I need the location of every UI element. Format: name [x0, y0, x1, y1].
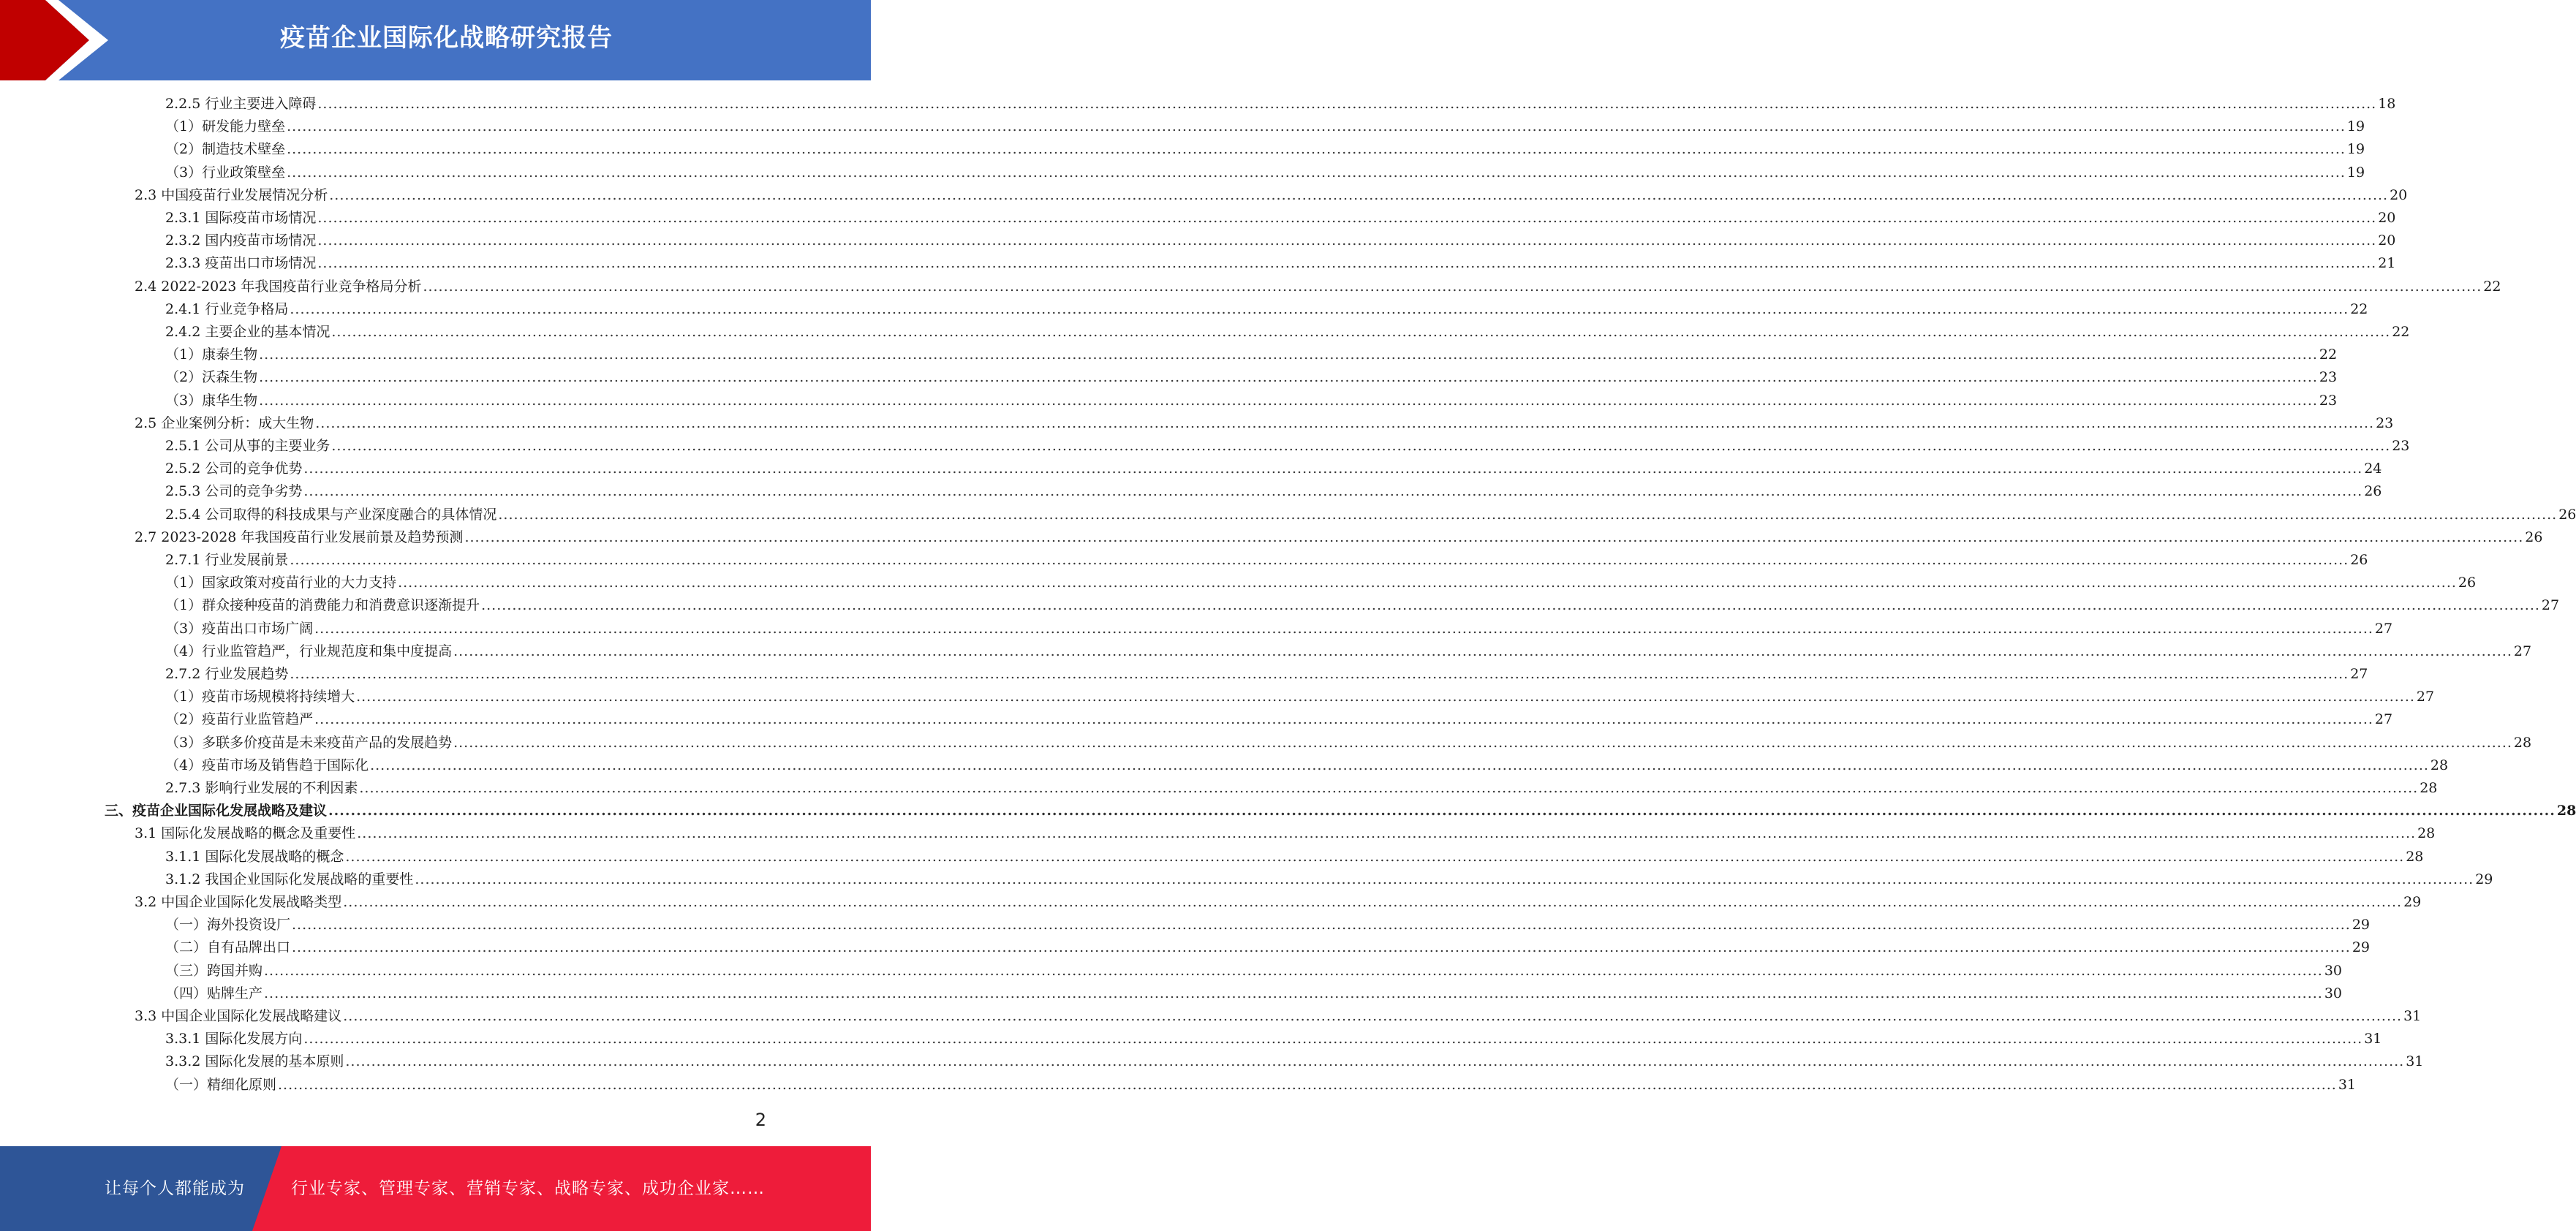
toc-leader-dots: ................................................................................................................................................................................................................................................................................................................................................................................................................ [314, 711, 2373, 728]
footer-slogan-right: 行业专家、管理专家、营销专家、战略专家、成功企业家…… [291, 1179, 765, 1198]
toc-entry-page: 19 [2346, 141, 2365, 158]
toc-entry-title: （4）疫苗市场及销售趋于国际化 [165, 757, 369, 773]
toc-entry-title: 3.3.1 国际化发展方向 [165, 1031, 303, 1048]
toc-entry-title: 3.1 国际化发展战略的概念及重要性 [135, 825, 356, 842]
toc-entry-title: 2.5.1 公司从事的主要业务 [165, 438, 331, 454]
toc-entry-title: （1）国家政策对疫苗行业的大力支持 [165, 575, 397, 591]
toc-entry-page: 28 [2430, 757, 2449, 773]
toc-entry-page: 20 [2378, 232, 2396, 249]
toc-leader-dots: ................................................................................................................................................................................................................................................................................................................................................................................................................ [464, 529, 2524, 545]
toc-entry-page: 22 [2392, 324, 2410, 340]
toc-entry-page: 27 [2416, 689, 2435, 705]
toc-entry-page: 27 [2374, 711, 2393, 728]
toc-entry[interactable] [165, 230, 2396, 252]
toc-entry-title: 2.4 2022-2023 年我国疫苗行业竞争格局分析 [135, 278, 422, 295]
toc-entry-page: 30 [2324, 985, 2343, 1001]
toc-entry-page: 26 [2364, 483, 2382, 500]
toc-leader-dots: ................................................................................................................................................................................................................................................................................................................................................................................................................ [356, 689, 2415, 705]
toc-entry-title: （4）行业监管趋严，行业规范度和集中度提高 [165, 643, 453, 659]
toc-entry[interactable] [165, 640, 2532, 663]
toc-entry-title: （2）疫苗行业监管趋严 [165, 711, 314, 728]
toc-entry[interactable] [135, 526, 2543, 549]
toc-leader-dots: ................................................................................................................................................................................................................................................................................................................................................................................................................ [287, 118, 2346, 135]
toc-leader-dots: ................................................................................................................................................................................................................................................................................................................................................................................................................ [345, 848, 2405, 865]
toc-leader-dots: ................................................................................................................................................................................................................................................................................................................................................................................................................ [328, 803, 2556, 819]
toc-leader-dots: ................................................................................................................................................................................................................................................................................................................................................................................................................ [359, 780, 2419, 796]
toc-entry[interactable] [135, 822, 2436, 845]
toc-entry-page: 29 [2352, 939, 2371, 956]
toc-entry-title: （2）制造技术壁垒 [165, 141, 286, 158]
toc-entry[interactable] [165, 298, 2368, 321]
toc-entry-title: （3）多联多价疫苗是未来疫苗产品的发展趋势 [165, 734, 453, 751]
toc-entry[interactable] [165, 618, 2393, 640]
toc-leader-dots: ................................................................................................................................................................................................................................................................................................................................................................................................................ [317, 255, 2377, 272]
toc-entry-title: 2.2.5 行业主要进入障碍 [165, 96, 317, 112]
toc-entry[interactable] [135, 276, 2501, 298]
toc-entry[interactable] [165, 732, 2532, 754]
toc-entry-title: 3.3 中国企业国际化发展战略建议 [135, 1008, 342, 1024]
toc-leader-dots: ................................................................................................................................................................................................................................................................................................................................................................................................................ [259, 369, 2318, 386]
toc-leader-dots: ................................................................................................................................................................................................................................................................................................................................................................................................................ [303, 461, 2363, 477]
toc-leader-dots: ................................................................................................................................................................................................................................................................................................................................................................................................................ [290, 666, 2349, 682]
toc-entry[interactable] [165, 708, 2393, 731]
toc-entry-title: （1）研发能力壁垒 [165, 118, 286, 135]
toc-entry-title: 2.5 企业案例分析：成大生物 [135, 414, 314, 431]
toc-entry-page: 30 [2324, 962, 2343, 979]
toc-entry-page: 29 [2352, 917, 2371, 933]
toc-leader-dots: ................................................................................................................................................................................................................................................................................................................................................................................................................ [331, 324, 2391, 340]
toc-entry-page: 22 [2350, 300, 2368, 317]
toc-entry[interactable] [165, 936, 2371, 959]
toc-entry-page: 22 [2483, 278, 2501, 295]
toc-entry[interactable] [165, 549, 2368, 572]
toc-entry-title: （3）疫苗出口市场广阔 [165, 620, 314, 637]
toc-entry-title: （3）行业政策壁垒 [165, 164, 286, 181]
toc-entry-page: 23 [2319, 392, 2338, 409]
toc-leader-dots: ................................................................................................................................................................................................................................................................................................................................................................................................................ [453, 643, 2512, 659]
toc-leader-dots: ................................................................................................................................................................................................................................................................................................................................................................................................................ [290, 300, 2349, 317]
toc-entry[interactable] [165, 480, 2382, 503]
toc-leader-dots: ................................................................................................................................................................................................................................................................................................................................................................................................................ [329, 186, 2389, 203]
toc-leader-dots: ................................................................................................................................................................................................................................................................................................................................................................................................................ [303, 483, 2363, 500]
toc-entry-page: 22 [2319, 346, 2338, 363]
toc-entry-title: （二）自有品牌出口 [165, 939, 291, 956]
page-number: 2 [755, 1110, 766, 1130]
toc-entry[interactable] [165, 321, 2410, 344]
toc-entry[interactable] [135, 891, 2422, 914]
toc-entry-page: 24 [2364, 461, 2382, 477]
toc-entry-page: 23 [2319, 369, 2338, 386]
toc-entry[interactable] [165, 914, 2371, 936]
toc-entry-title: （3）康华生物 [165, 392, 258, 409]
toc-entry-title: （三）跨国并购 [165, 962, 263, 979]
toc-entry-title: 3.2 中国企业国际化发展战略类型 [135, 894, 342, 910]
toc-leader-dots: ................................................................................................................................................................................................................................................................................................................................................................................................................ [423, 278, 2482, 295]
toc-entry[interactable] [165, 458, 2382, 480]
toc-entry-page: 27 [2541, 597, 2560, 614]
toc-leader-dots: ................................................................................................................................................................................................................................................................................................................................................................................................................ [317, 210, 2377, 226]
toc-entry-page: 31 [2406, 1053, 2424, 1070]
toc-entry-page: 19 [2346, 164, 2365, 181]
toc-entry[interactable] [165, 162, 2365, 184]
toc-entry-page: 31 [2403, 1008, 2422, 1024]
toc-entry-title: （1）康泰生物 [165, 346, 258, 363]
toc-entry[interactable] [165, 366, 2338, 389]
toc-entry[interactable] [165, 435, 2410, 458]
toc-entry[interactable] [165, 1050, 2424, 1073]
toc-leader-dots: ................................................................................................................................................................................................................................................................................................................................................................................................................ [303, 1031, 2363, 1048]
toc-leader-dots: ................................................................................................................................................................................................................................................................................................................................................................................................................ [357, 825, 2417, 842]
page-footer [0, 1146, 871, 1231]
toc-entry-page: 27 [2350, 666, 2368, 682]
toc-entry[interactable] [165, 252, 2396, 275]
toc-entry-page: 28 [2406, 848, 2424, 865]
toc-entry-page: 28 [2417, 825, 2436, 842]
toc-entry[interactable] [165, 572, 2477, 594]
toc-entry[interactable] [165, 390, 2338, 412]
toc-entry-title: （1）群众接种疫苗的消费能力和消费意识逐渐提升 [165, 597, 480, 614]
toc-entry-page: 27 [2374, 620, 2393, 637]
footer-slogan-left: 让每个人都能成为 [105, 1179, 245, 1198]
toc-entry-page: 26 [2525, 529, 2543, 545]
toc-entry[interactable] [165, 1074, 2357, 1096]
toc-entry[interactable] [165, 663, 2368, 686]
toc-leader-dots: ................................................................................................................................................................................................................................................................................................................................................................................................................ [287, 164, 2346, 181]
toc-entry[interactable] [165, 115, 2365, 138]
toc-entry[interactable] [165, 138, 2365, 161]
toc-entry-page: 31 [2338, 1076, 2357, 1093]
toc-entry[interactable] [165, 960, 2343, 982]
toc-entry-title: 2.7.2 行业发展趋势 [165, 666, 289, 682]
toc-entry-title: 2.7.1 行业发展前景 [165, 552, 289, 568]
toc-entry-page: 27 [2513, 643, 2532, 659]
toc-entry[interactable] [165, 868, 2493, 891]
toc-entry-page: 23 [2392, 438, 2410, 454]
toc-entry-page: 29 [2475, 871, 2493, 887]
toc-leader-dots: ................................................................................................................................................................................................................................................................................................................................................................................................................ [278, 1076, 2337, 1093]
toc-entry[interactable] [165, 777, 2438, 800]
toc-leader-dots: ................................................................................................................................................................................................................................................................................................................................................................................................................ [345, 1053, 2405, 1070]
toc-entry[interactable] [135, 184, 2408, 207]
toc-leader-dots: ................................................................................................................................................................................................................................................................................................................................................................................................................ [259, 346, 2318, 363]
toc-entry[interactable] [165, 982, 2343, 1005]
toc-entry-title: （2）沃森生物 [165, 369, 258, 386]
toc-entry-page: 20 [2378, 210, 2396, 226]
toc-leader-dots: ................................................................................................................................................................................................................................................................................................................................................................................................................ [343, 894, 2403, 910]
toc-entry-title: （一）海外投资设厂 [165, 917, 291, 933]
toc-leader-dots: ................................................................................................................................................................................................................................................................................................................................................................................................................ [343, 1008, 2403, 1024]
toc-entry-page: 28 [2556, 803, 2576, 819]
toc-entry-title: 2.5.2 公司的竞争优势 [165, 461, 303, 477]
toc-entry-page: 28 [2513, 734, 2532, 751]
toc-entry[interactable] [165, 754, 2449, 777]
toc-entry-page: 29 [2403, 894, 2422, 910]
toc-leader-dots: ................................................................................................................................................................................................................................................................................................................................................................................................................ [453, 734, 2512, 751]
page-header [0, 0, 871, 80]
toc-entry-page: 31 [2364, 1031, 2382, 1048]
toc-entry[interactable] [105, 800, 2576, 822]
toc-leader-dots: ................................................................................................................................................................................................................................................................................................................................................................................................................ [292, 917, 2351, 933]
toc-leader-dots: ................................................................................................................................................................................................................................................................................................................................................................................................................ [317, 96, 2377, 112]
toc-leader-dots: ................................................................................................................................................................................................................................................................................................................................................................................................................ [331, 438, 2391, 454]
toc-entry-title: （1）疫苗市场规模将持续增大 [165, 689, 355, 705]
toc-leader-dots: ................................................................................................................................................................................................................................................................................................................................................................................................................ [290, 552, 2349, 568]
toc-leader-dots: ................................................................................................................................................................................................................................................................................................................................................................................................................ [370, 757, 2429, 773]
toc-entry-title: 3.1.2 我国企业国际化发展战略的重要性 [165, 871, 414, 887]
toc-entry-title: 三、疫苗企业国际化发展战略及建议 [105, 803, 328, 819]
toc-entry-page: 21 [2378, 255, 2396, 272]
toc-entry[interactable] [135, 412, 2394, 435]
toc-entry[interactable] [165, 594, 2560, 617]
toc-entry-title: 3.1.1 国际化发展战略的概念 [165, 848, 344, 865]
toc-leader-dots: ................................................................................................................................................................................................................................................................................................................................................................................................................ [287, 141, 2346, 158]
toc-entry-title: （四）贴牌生产 [165, 985, 263, 1001]
toc-entry[interactable] [165, 207, 2396, 230]
toc-leader-dots: ................................................................................................................................................................................................................................................................................................................................................................................................................ [498, 506, 2558, 523]
toc-leader-dots: ................................................................................................................................................................................................................................................................................................................................................................................................................ [314, 620, 2373, 637]
toc-leader-dots: ................................................................................................................................................................................................................................................................................................................................................................................................................ [292, 939, 2351, 956]
toc-entry-title: 2.3.3 疫苗出口市场情况 [165, 255, 317, 272]
toc-entry-page: 23 [2376, 414, 2394, 431]
toc-entry-title: 2.5.4 公司取得的科技成果与产业深度融合的具体情况 [165, 506, 497, 523]
toc-leader-dots: ................................................................................................................................................................................................................................................................................................................................................................................................................ [264, 985, 2323, 1001]
toc-entry-page: 19 [2346, 118, 2365, 135]
toc-entry[interactable] [165, 504, 2576, 526]
report-title: 疫苗企业国际化战略研究报告 [280, 23, 613, 53]
toc-entry-page: 26 [2558, 506, 2576, 523]
toc-leader-dots: ................................................................................................................................................................................................................................................................................................................................................................................................................ [317, 232, 2377, 249]
toc-leader-dots: ................................................................................................................................................................................................................................................................................................................................................................................................................ [415, 871, 2474, 887]
toc-entry-title: 2.7 2023-2028 年我国疫苗行业发展前景及趋势预测 [135, 529, 464, 545]
toc-leader-dots: ................................................................................................................................................................................................................................................................................................................................................................................................................ [398, 575, 2457, 591]
toc-entry-title: 3.3.2 国际化发展的基本原则 [165, 1053, 344, 1070]
toc-entry-title: 2.7.3 影响行业发展的不利因素 [165, 780, 358, 796]
toc-entry-title: 2.3.2 国内疫苗市场情况 [165, 232, 317, 249]
toc-entry-page: 20 [2390, 186, 2408, 203]
toc-entry[interactable] [165, 1028, 2382, 1050]
toc-entry-title: 2.3 中国疫苗行业发展情况分析 [135, 186, 328, 203]
toc-entry-title: （一）精细化原则 [165, 1076, 277, 1093]
toc-leader-dots: ................................................................................................................................................................................................................................................................................................................................................................................................................ [259, 392, 2318, 409]
toc-entry[interactable] [165, 686, 2435, 708]
toc-leader-dots: ................................................................................................................................................................................................................................................................................................................................................................................................................ [315, 414, 2375, 431]
toc-leader-dots: ................................................................................................................................................................................................................................................................................................................................................................................................................ [264, 962, 2323, 979]
toc-entry-title: 2.4.2 主要企业的基本情况 [165, 324, 331, 340]
toc-entry-title: 2.4.1 行业竞争格局 [165, 300, 289, 317]
toc-entry-page: 26 [2458, 575, 2477, 591]
toc-entry-page: 28 [2420, 780, 2438, 796]
toc-entry-page: 26 [2350, 552, 2368, 568]
toc-leader-dots: ................................................................................................................................................................................................................................................................................................................................................................................................................ [481, 597, 2540, 614]
toc-entry-page: 18 [2378, 96, 2396, 112]
toc-entry[interactable] [135, 1005, 2422, 1028]
toc-entry[interactable] [165, 344, 2338, 366]
toc-entry[interactable] [165, 93, 2396, 115]
toc-entry[interactable] [165, 846, 2424, 868]
toc-entry-title: 2.5.3 公司的竞争劣势 [165, 483, 303, 500]
toc-entry-title: 2.3.1 国际疫苗市场情况 [165, 210, 317, 226]
